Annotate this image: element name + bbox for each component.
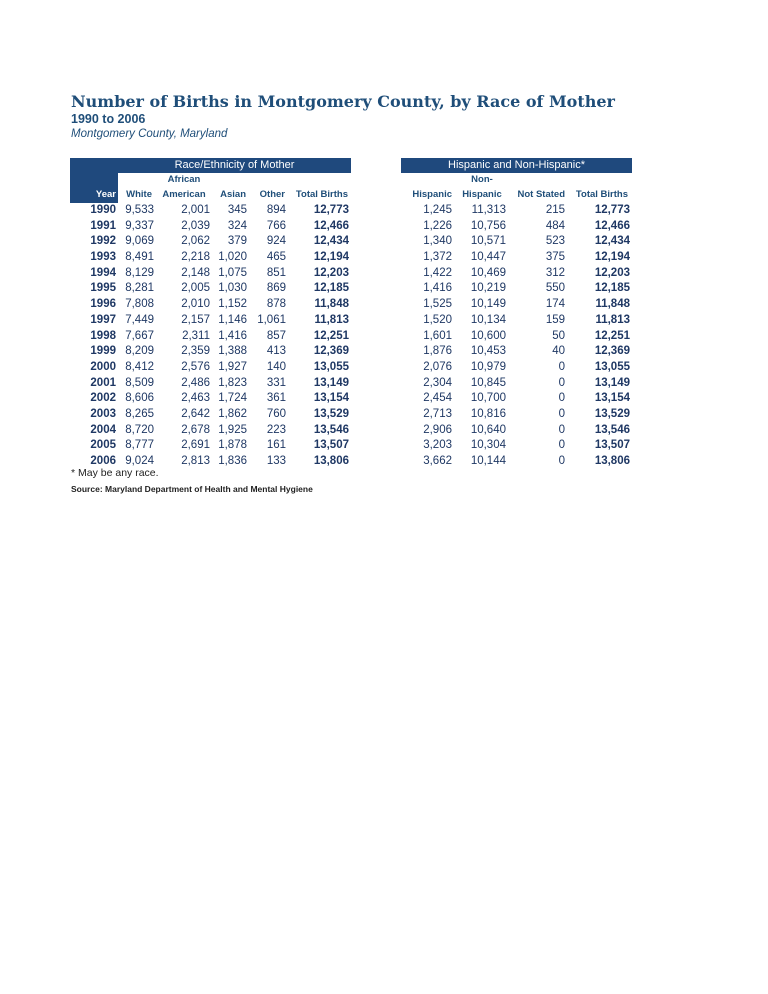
white-cell: 8,491	[125, 251, 154, 264]
table-row	[0, 392, 768, 408]
total-right-cell: 11,848	[595, 298, 630, 311]
african-cell: 2,463	[181, 392, 210, 405]
nonhisp-cell: 10,144	[470, 455, 506, 467]
page-title: Number of Births in Montgomery County, by Race of Mother	[71, 92, 615, 111]
not-stated-cell: 484	[545, 219, 565, 232]
asian-cell: 1,862	[218, 407, 247, 420]
other-cell: 223	[266, 423, 286, 436]
not-stated-cell: 174	[545, 298, 565, 311]
african-cell: 2,039	[181, 219, 210, 232]
table-row	[0, 345, 768, 361]
other-cell: 361	[266, 392, 286, 405]
nonhisp-cell: 11,313	[471, 204, 506, 216]
hispanic-cell: 1,372	[423, 251, 452, 264]
total-right-cell: 12,466	[594, 219, 630, 232]
not-stated-cell: 375	[545, 251, 565, 264]
total-right-cell: 13,055	[594, 360, 630, 373]
other-cell: 140	[266, 360, 286, 373]
not-stated-cell: 0	[558, 360, 565, 373]
table-row	[0, 314, 768, 330]
total-left-cell: 13,507	[313, 439, 349, 452]
col-header-nonhisp-bottom: Hispanic	[462, 189, 502, 200]
not-stated-cell: 523	[545, 235, 565, 248]
year-cell: 2006	[90, 455, 116, 467]
white-cell: 9,069	[125, 235, 154, 248]
other-cell: 924	[266, 235, 286, 248]
african-cell: 2,148	[181, 266, 210, 279]
not-stated-cell: 0	[558, 423, 565, 436]
white-cell: 9,337	[125, 219, 154, 232]
african-cell: 2,001	[181, 204, 210, 216]
hispanic-cell: 2,304	[423, 376, 452, 389]
total-left-cell: 12,434	[313, 235, 349, 248]
other-cell: 133	[266, 455, 286, 467]
asian-cell: 1,823	[218, 376, 247, 389]
table-row	[0, 424, 768, 440]
year-cell: 2003	[90, 407, 116, 420]
col-header-nonhisp-top: Non-	[471, 174, 493, 185]
total-right-cell: 11,813	[595, 313, 630, 326]
asian-cell: 1,416	[218, 329, 247, 342]
asian-cell: 345	[227, 204, 247, 216]
total-left-cell: 12,466	[313, 219, 349, 232]
hispanic-cell: 2,076	[423, 360, 452, 373]
table-row	[0, 282, 768, 298]
total-right-cell: 13,154	[594, 392, 630, 405]
place-label: Montgomery County, Maryland	[71, 128, 228, 140]
nonhisp-cell: 10,219	[470, 282, 506, 295]
total-right-cell: 12,251	[594, 329, 630, 342]
total-right-cell: 12,194	[594, 251, 630, 264]
other-cell: 331	[266, 376, 286, 389]
nonhisp-cell: 10,700	[470, 392, 506, 405]
total-left-cell: 12,203	[313, 266, 349, 279]
asian-cell: 1,030	[218, 282, 247, 295]
white-cell: 8,129	[125, 266, 154, 279]
total-left-cell: 13,546	[313, 423, 349, 436]
total-left-cell: 12,251	[313, 329, 349, 342]
total-right-cell: 12,203	[594, 266, 630, 279]
hispanic-cell: 1,340	[423, 235, 452, 248]
nonhisp-cell: 10,845	[470, 376, 506, 389]
not-stated-cell: 0	[558, 439, 565, 452]
year-cell: 1996	[90, 298, 116, 311]
year-cell: 1999	[90, 345, 116, 358]
table-row	[0, 267, 768, 283]
total-right-cell: 13,546	[594, 423, 630, 436]
total-right-cell: 12,369	[594, 345, 630, 358]
african-cell: 2,062	[181, 235, 210, 248]
african-cell: 2,642	[181, 407, 210, 420]
table-row	[0, 298, 768, 314]
col-header-year: Year	[95, 189, 116, 200]
nonhisp-cell: 10,304	[470, 439, 506, 452]
african-cell: 2,311	[182, 329, 210, 342]
hispanic-cell: 1,226	[423, 219, 452, 232]
nonhisp-cell: 10,571	[470, 235, 506, 248]
african-cell: 2,157	[181, 313, 210, 326]
total-left-cell: 12,185	[313, 282, 349, 295]
white-cell: 8,777	[125, 439, 154, 452]
other-cell: 894	[266, 204, 286, 216]
total-right-cell: 13,507	[594, 439, 630, 452]
white-cell: 9,533	[125, 204, 154, 216]
asian-cell: 1,075	[218, 266, 247, 279]
other-cell: 878	[266, 298, 286, 311]
col-header-total-right: Total Births	[575, 189, 628, 200]
asian-cell: 1,724	[218, 392, 247, 405]
other-cell: 851	[266, 266, 286, 279]
total-right-cell: 13,149	[594, 376, 630, 389]
year-cell: 2001	[90, 376, 116, 389]
year-cell: 2002	[90, 392, 116, 405]
hispanic-cell: 1,520	[423, 313, 452, 326]
table-row	[0, 361, 768, 377]
total-right-cell: 13,529	[594, 407, 630, 420]
hispanic-cell: 1,876	[423, 345, 452, 358]
year-cell: 1993	[90, 251, 116, 264]
asian-cell: 1,388	[218, 345, 247, 358]
white-cell: 9,024	[125, 455, 154, 467]
total-left-cell: 12,369	[313, 345, 349, 358]
asian-cell: 1,152	[218, 298, 247, 311]
asian-cell: 1,020	[218, 251, 247, 264]
table-row	[0, 204, 768, 220]
nonhisp-cell: 10,134	[470, 313, 506, 326]
year-cell: 1995	[90, 282, 116, 295]
not-stated-cell: 215	[545, 204, 565, 216]
african-cell: 2,010	[181, 298, 210, 311]
other-cell: 760	[266, 407, 286, 420]
col-header-asian: Asian	[220, 189, 246, 200]
table-row	[0, 251, 768, 267]
asian-cell: 1,927	[218, 360, 247, 373]
year-cell: 1997	[90, 313, 116, 326]
african-cell: 2,678	[181, 423, 210, 436]
nonhisp-cell: 10,447	[470, 251, 506, 264]
other-cell: 1,061	[257, 313, 286, 326]
not-stated-cell: 312	[545, 266, 565, 279]
year-cell: 2005	[90, 439, 116, 452]
total-left-cell: 11,813	[314, 313, 349, 326]
hispanic-cell: 1,422	[423, 266, 452, 279]
african-cell: 2,218	[181, 251, 210, 264]
white-cell: 8,209	[125, 345, 154, 358]
not-stated-cell: 40	[552, 345, 565, 358]
not-stated-cell: 0	[558, 392, 565, 405]
col-header-african-top: African	[167, 174, 201, 185]
hispanic-cell: 2,906	[423, 423, 452, 436]
year-cell: 2004	[90, 423, 116, 436]
not-stated-cell: 0	[558, 455, 565, 467]
total-left-cell: 13,149	[313, 376, 349, 389]
total-right-cell: 12,185	[594, 282, 630, 295]
asian-cell: 324	[227, 219, 247, 232]
hispanic-cell: 3,203	[423, 439, 452, 452]
hispanic-cell: 3,662	[423, 455, 452, 467]
year-cell: 1994	[90, 266, 116, 279]
white-cell: 8,412	[125, 360, 154, 373]
total-right-cell: 13,806	[594, 455, 630, 467]
year-cell: 1998	[90, 329, 116, 342]
white-cell: 8,281	[125, 282, 154, 295]
white-cell: 7,449	[125, 313, 154, 326]
not-stated-cell: 0	[558, 407, 565, 420]
nonhisp-cell: 10,149	[470, 298, 506, 311]
col-header-total-left: Total Births	[295, 189, 348, 200]
other-cell: 869	[266, 282, 286, 295]
other-cell: 766	[266, 219, 286, 232]
african-cell: 2,691	[181, 439, 210, 452]
total-left-cell: 13,154	[313, 392, 349, 405]
total-left-cell: 12,773	[313, 204, 349, 216]
hispanic-cell: 1,245	[423, 204, 452, 216]
other-cell: 413	[266, 345, 286, 358]
nonhisp-cell: 10,756	[470, 219, 506, 232]
year-cell: 1990	[90, 204, 116, 216]
hispanic-cell: 1,525	[423, 298, 452, 311]
col-header-african-bottom: American	[162, 189, 206, 200]
asian-cell: 379	[227, 235, 247, 248]
not-stated-cell: 550	[545, 282, 565, 295]
african-cell: 2,359	[181, 345, 210, 358]
total-left-cell: 13,529	[313, 407, 349, 420]
nonhisp-cell: 10,979	[470, 360, 506, 373]
white-cell: 8,509	[125, 376, 154, 389]
page-subtitle: 1990 to 2006	[71, 112, 146, 126]
hispanic-cell: 2,454	[423, 392, 452, 405]
col-header-hispanic: Hispanic	[412, 189, 452, 200]
table-row	[0, 235, 768, 251]
not-stated-cell: 50	[552, 329, 565, 342]
race-band-header: Race/Ethnicity of Mother	[118, 158, 351, 173]
nonhisp-cell: 10,600	[470, 329, 506, 342]
col-header-white: White	[126, 189, 152, 200]
col-header-not-stated: Not Stated	[517, 189, 565, 200]
other-cell: 161	[266, 439, 286, 452]
african-cell: 2,576	[181, 360, 210, 373]
white-cell: 7,667	[125, 329, 154, 342]
african-cell: 2,486	[181, 376, 210, 389]
white-cell: 8,265	[125, 407, 154, 420]
other-cell: 857	[266, 329, 286, 342]
hispanic-cell: 1,601	[423, 329, 452, 342]
col-header-other: Other	[259, 189, 285, 200]
footnote: * May be any race.	[71, 467, 159, 479]
hispanic-cell: 2,713	[423, 407, 452, 420]
total-left-cell: 12,194	[313, 251, 349, 264]
year-cell: 1992	[90, 235, 116, 248]
hispanic-cell: 1,416	[423, 282, 452, 295]
asian-cell: 1,925	[218, 423, 247, 436]
asian-cell: 1,878	[218, 439, 247, 452]
year-cell: 1991	[90, 219, 116, 232]
nonhisp-cell: 10,453	[470, 345, 506, 358]
total-left-cell: 11,848	[314, 298, 349, 311]
hispanic-band-header: Hispanic and Non-Hispanic*	[401, 158, 632, 173]
total-left-cell: 13,806	[313, 455, 349, 467]
table-row	[0, 330, 768, 346]
african-cell: 2,813	[181, 455, 210, 467]
nonhisp-cell: 10,469	[470, 266, 506, 279]
not-stated-cell: 0	[558, 376, 565, 389]
table-row	[0, 439, 768, 455]
source-note: Source: Maryland Department of Health and Mental Hygiene	[71, 484, 313, 494]
total-left-cell: 13,055	[313, 360, 349, 373]
asian-cell: 1,836	[218, 455, 247, 467]
table-row	[0, 220, 768, 236]
white-cell: 8,720	[125, 423, 154, 436]
table-row	[0, 377, 768, 393]
total-right-cell: 12,773	[594, 204, 630, 216]
nonhisp-cell: 10,816	[470, 407, 506, 420]
table-body	[0, 204, 768, 471]
white-cell: 8,606	[125, 392, 154, 405]
year-cell: 2000	[90, 360, 116, 373]
asian-cell: 1,146	[218, 313, 247, 326]
other-cell: 465	[266, 251, 286, 264]
african-cell: 2,005	[181, 282, 210, 295]
nonhisp-cell: 10,640	[470, 423, 506, 436]
total-right-cell: 12,434	[594, 235, 630, 248]
table-row	[0, 408, 768, 424]
white-cell: 7,808	[125, 298, 154, 311]
not-stated-cell: 159	[545, 313, 565, 326]
